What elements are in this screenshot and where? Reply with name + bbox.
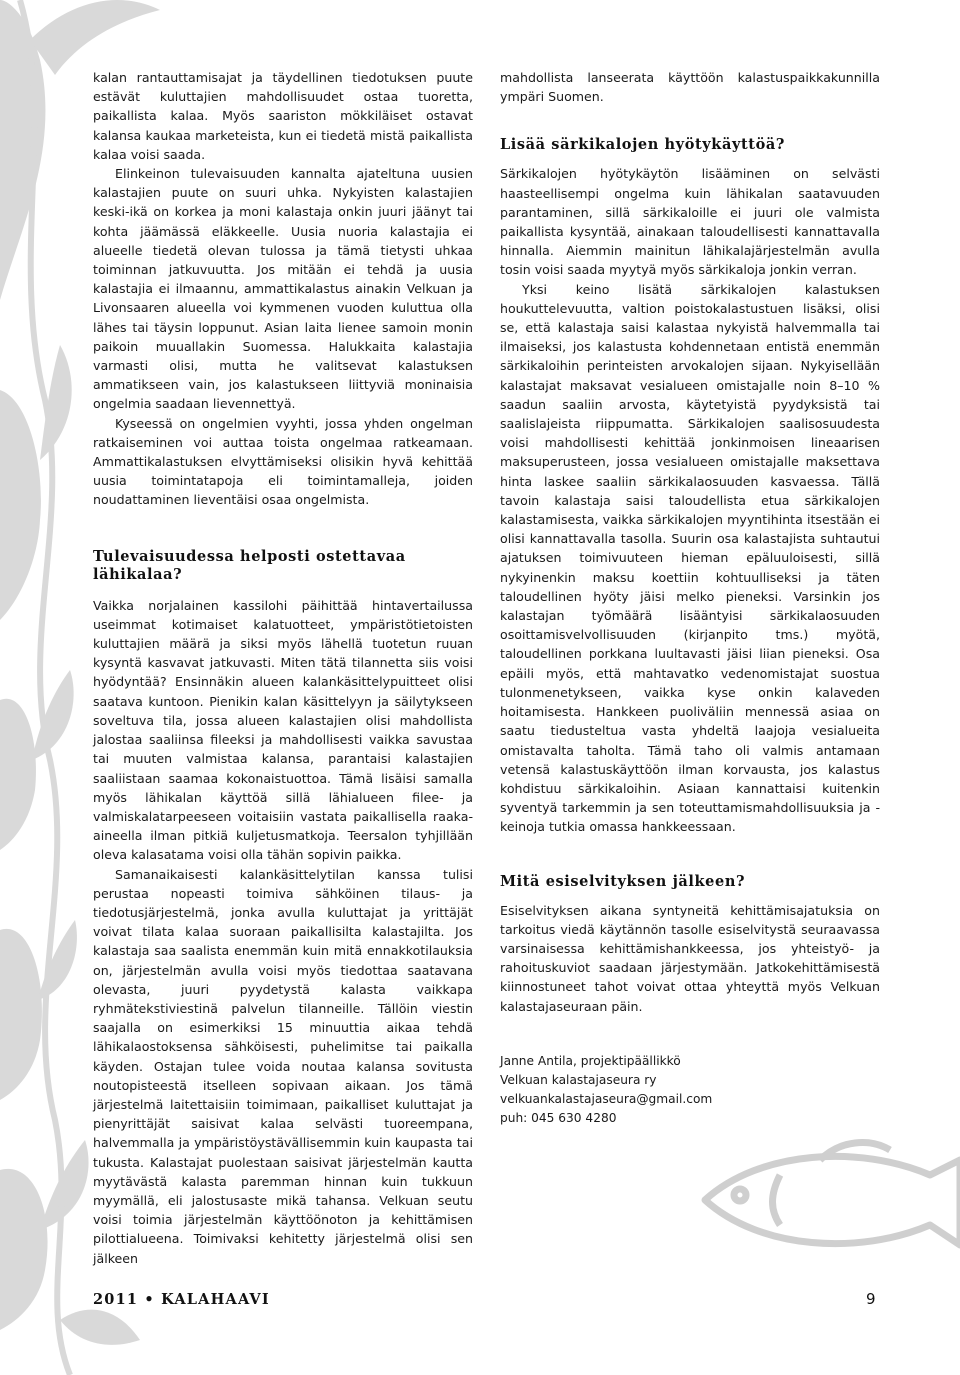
body-paragraph: Vaikka norjalainen kassilohi päihittää hintavertailussa useimmat kotimaiset kalatuotteet, ympäristötietoisten kuluttajien määrä ja siksi myös lähellä tuotetun ruuan kysyntä kasvavat jatkuvasti. Miten tätä tilannetta siis voisi hyödyntää? Ensinnäkin alueen kalankäsittelypuitteet olisi saatava kuntoon. Pienikin kalan käsittelyyn ja säilytykseen soveltuva tila, jossa alueen kalastajien olisi mahdollista jalostaa saaliinsa fileeksi ja mahdollisesti vaikka savustaa tai muuten valmistaa kalansa, parantaisi kalastajien saaliistaan saamaa kokonaistuottoa. Tämä lisäisi samalla myös lähikalan käyttöä sillä lähialueen filee- ja valmiskalatarpeeseen voitaisiin vastata paikallisella raaka-aineella ilman pitkiä kuljetusmatkoja. Teersalon tyhjillään oleva kalasatama voisi olla tähän sopivin paikka. xyxy=(93,597,473,863)
author-name: Janne Antila, projektipäällikkö xyxy=(500,1053,681,1068)
left-column xyxy=(93,68,473,1268)
section-heading: Lisää särkikalojen hyötykäyttöä? xyxy=(500,136,785,154)
publication-footer: 2011 • KALAHAAVI xyxy=(93,1291,270,1308)
body-paragraph: Yksi keino lisätä särkikalojen kalastuksen houkuttelevuutta, valtion poistokalastustuen lisäksi, olisi se, että kalastaja saisi kalastaa nykyistä halvemmalla tai ilmaiseksi, jos kalastusta kohdennetaan entistä enemmän särkikaloihin perinteisten arvokalojen sijaan. Nykyisellään kalastajat maksavat vesialueen omistajalle noin 8–10 % saadun saaliin arvosta, käytetyistä pyydyksistä tai saalislajeista riippumatta. Särkikalojen saalisosuudesta voisi mahdollisesti kehittää jonkinmoisen lineaarisen maksuperusteen, jossa vesialueen omistajalle maksettava hinta laskee saaliin särkikalaosuuden kasvaessa. Tällä tavoin kalastaja saisi taloudellista etua särkikalojen kalastamisesta, vaikka särkikalojen myyntihinta itsestään ei olisi kannattavalla tasolla. Suurin osa kalastajista suhtautui ajatuksen toimivuuteen hieman epäluuloisesti, sillä nykyinenkin maksu koettiin kohtuulliseksi ja täten taloudellinen hyöty jäisi melko pieneksi. Varsinkin jos kalastajan työmäärä lisääntyisi särkikalaosuuden osoittamisvelvollisuuden (kirjanpito tms.) myötä, taloudellinen porkkana luultavasti jäisi liian pieneksi. Osa epäili myös, että mahtavatko vedenomistajat suostua tulonmenetykseen, vaikka kyse onkin kalaveden hoitamisesta. Hankkeen puoliväliin mennessä asiaa on saatu tiedusteltua vasta yhdeltä laajoja vesialueita omistavalta taholta. Tämä taho oli valmis antamaan vetensä kalastuskäyttöön ilman korvausta, jos kalastus kohdistuu särkikaloihin. Asiaan kannattaisi kuitenkin syventyä tarkemmin ja sen toteuttamismahdollisuuksia ja -keinoja tutkia omassa hankkeessaan. xyxy=(500,281,880,835)
body-paragraph: kalan rantauttamisajat ja täydellinen tiedotuksen puute estävät kuluttajien mahdollisuudet ostaa tuoretta, paikallista kalaa. Myös saariston mökkiläiset ostavat kalansa kaukaa marketeista, kun ei tiedetä mistä paikallista kalaa voisi saada. xyxy=(93,70,473,162)
section-heading: Tulevaisuudessa helposti ostettavaa lähikalaa? xyxy=(93,547,406,583)
section-heading: Mitä esiselvityksen jälkeen? xyxy=(500,872,746,890)
body-paragraph: Samanaikaisesti kalankäsittelytilan kanssa tulisi perustaa nopeasti toimiva sähköinen tilaus- ja tiedotusjärjestelmä, jonka avulla kuluttajat ja yrittäjät voivat tilata kalaa suoraan paikallisilta kalastajilta. Jos kalastaja saa saalista enemmän kuin mitä ennakkotilauksia on, järjestelmän avulla voisi myös tiedottaa saatavana olevasta, juuri pyydetystä kalasta vaikkapa ryhmätekstiviestinä palvelun tilanneille. Tällöin viestin saajalla on esimerkiksi 15 minuuttia aikaa tehdä lähikalaostoksensa sähköisesti, puhelimitse tai paikalla käyden. Ostajan tulee voida noutaa kalansa sovitusta noutopisteestä itselleen sopivaan aikaan. Jos tämä järjestelmä laitettaisiin toimimaan, paikalliset kuluttajat ja pienyrittäjät saisivat kalaa selvästi tuoreempana, halvemmalla ja ympäristöystävällisemmin kuin kaupasta tai tukusta. Kalastajat puolestaan saisivat järjestelmän kautta myytävästä kalasta paremman hinnan kuin tukkuun myymällä, eli jalostusaste mikä tahansa. Velkuan seutu voisi toimia järjestelmän käyttöönoton ja kehittämisen pilottialueena. Toimivaksi kehitetty järjestelmä olisi sen jälkeen xyxy=(93,866,473,1266)
author-organization: Velkuan kalastajaseura ry xyxy=(500,1072,657,1087)
body-paragraph: Esiselvityksen aikana syntyneitä kehittämisajatuksia on tarkoitus viedä käytännön tasolle esiselvitystä seuraavassa varsinaisessa kehittämishankkeessa, jos yhteistyö- ja rahoituskuviot saadaan järjestymään. Jatkokehittämisestä kiinnostuneet tahot voivat ottaa yhteyttä myös Velkuan kalastajaseuraan päin. xyxy=(500,902,880,1014)
author-email: velkuankalastajaseura@gmail.com xyxy=(500,1092,713,1107)
body-paragraph: mahdollista lanseerata käyttöön kalastuspaikkakunnilla ympäri Suomen. xyxy=(500,70,880,105)
body-paragraph: Elinkeinon tulevaisuuden kannalta ajateltuna uusien kalastajien puute on suuri uhka. Nykyisten kalastajien keski-ikä on korkea ja moni kalastaja onkin juuri jäänyt tai kohta jäämässä eläkkeelle. Uusia nuoria kalastajia ei alueelle tiedetä olevan tulossa ja tämä tietysti uhkaa toiminnan jatkuvuutta. Jos mitään ei tehdä ja uusia kalastajia ei ilmaannu, ammattikalastus ainakin Velkuan ja Livonsaaren alueella voi kymmenen vuoden kuluttua olla lähes tai täysin loppunut. Asian laita lienee samoin monin paikoin muuallakin Suomessa. Halukkaita kalastajia varmasti olisi, mutta he valitsevat kalastuksen ammatikseen vain, jos kalastukseen liittyviä moninaisia ongelmia saadaan lievennettyä. xyxy=(93,166,473,412)
author-phone: puh: 045 630 4280 xyxy=(500,1111,617,1126)
body-paragraph: Särkikalojen hyötykäytön lisääminen on selvästi haasteellisempi ongelma kuin lähikalan saatavuuden parantaminen, sillä särkikaloille ei juuri ole valmista paikallista kysyntää, ainakaan taloudellisesti kannattavalla hinnalla. Aiemmin mainitun lähikalajärjestelmän avulla tosin voisi saada myytyä myös särkikaloja jonkin verran. xyxy=(500,166,880,278)
right-column xyxy=(500,68,880,1129)
fish-decoration xyxy=(705,1143,960,1245)
body-paragraph: Kyseessä on ongelmien vyyhti, jossa yhden ongelman ratkaiseminen voi auttaa toista ongelmaa ratkeamaan. Ammattikalastuksen elvyttämiseksi olisikin hyvä kehittää uusia toimintatapoja eli toimintamalleja, joiden noudattaminen lieventäisi osaa ongelmista. xyxy=(93,415,473,508)
author-signature xyxy=(500,1052,880,1129)
page-number: 9 xyxy=(866,1290,876,1308)
